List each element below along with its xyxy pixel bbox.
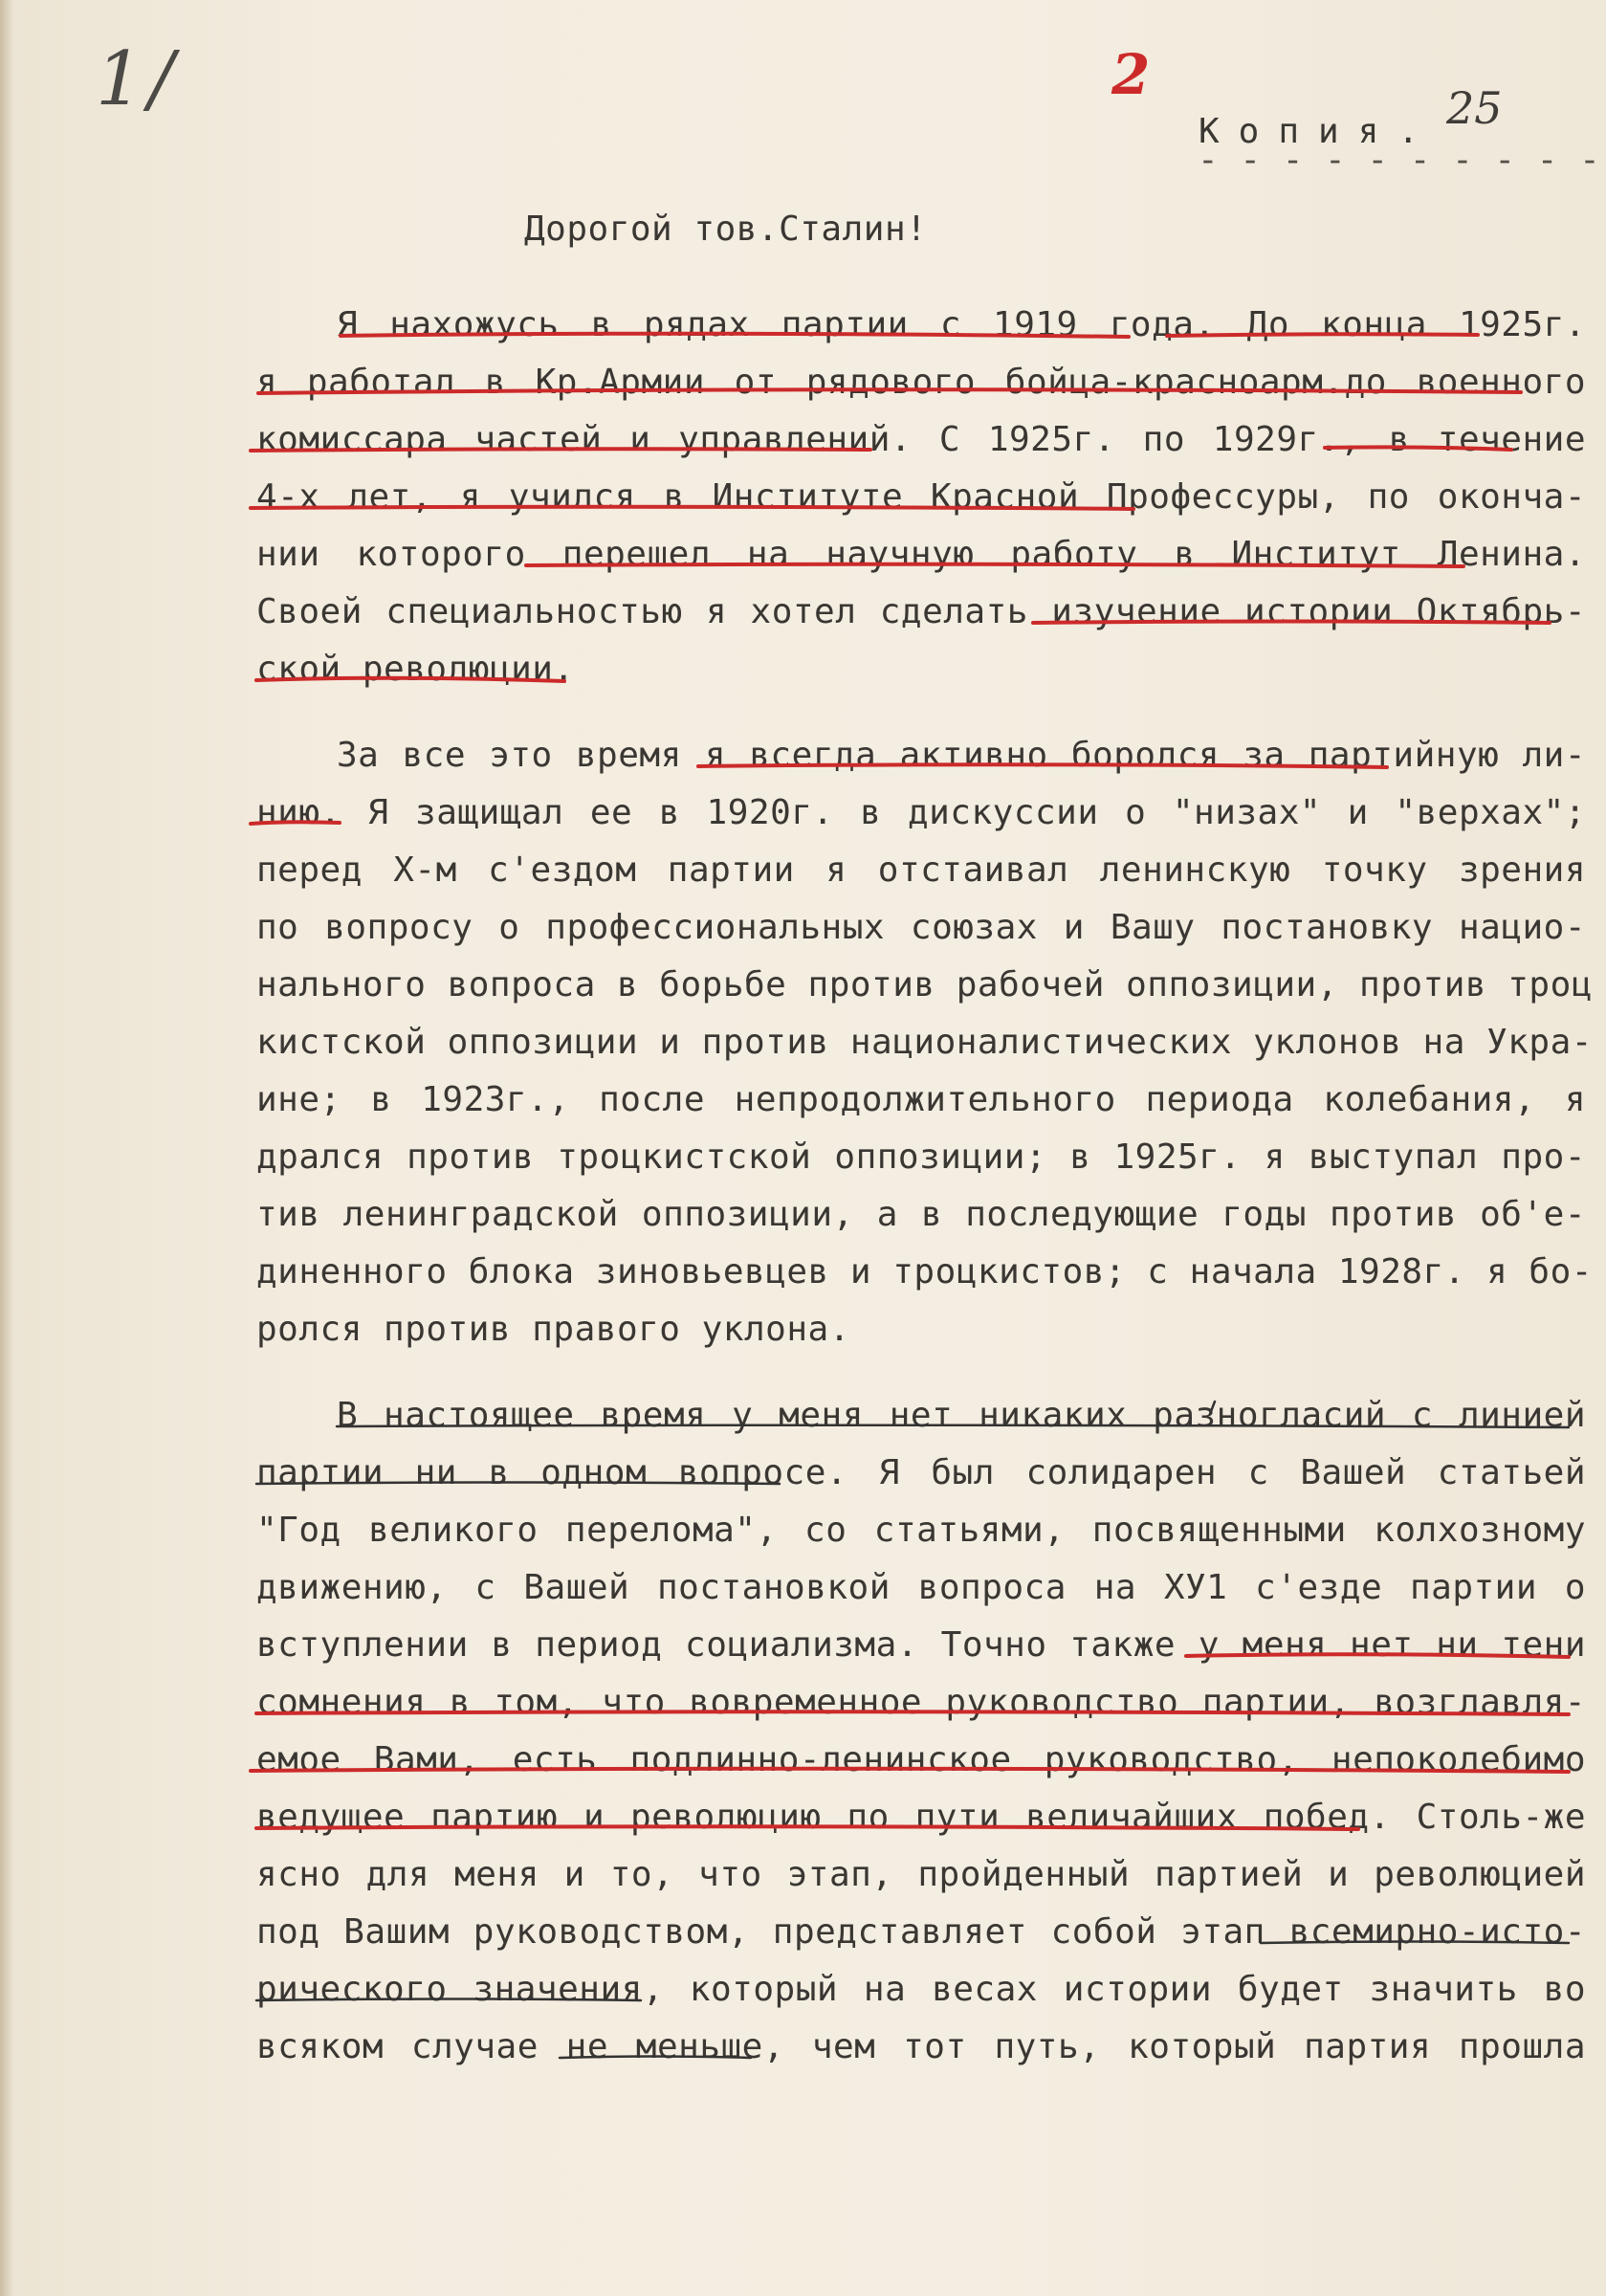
body-line-21: "Год великого перелома", со статьями, посвященными колхозному: [256, 1511, 1586, 1550]
greeting-line: Дорогой тов.Сталин!: [524, 210, 928, 249]
body-line-14: ине; в 1923г., после непродолжительного периода колебания, я: [256, 1080, 1586, 1119]
red-page-number: 2: [1111, 42, 1151, 107]
copy-label-underline: - - - - - - - - - -: [1198, 141, 1601, 180]
body-line-6: Своей специальностью я хотел сделать изучение истории Октябрь-: [256, 592, 1586, 631]
archive-handwritten-mark: 1/: [96, 36, 180, 122]
body-line-27: ясно для меня и то, что этап, пройденный партией и революцией: [256, 1855, 1586, 1894]
body-line-23: вступлении в период социализма. Точно также у меня нет ни тени: [256, 1625, 1586, 1665]
body-line-7: ской революции.: [256, 650, 575, 689]
body-line-3: комиссара частей и управлений. С 1925г. по 1929г., в течение: [256, 420, 1586, 459]
body-line-19: В настоящее время у меня нет никаких разногласий с линией: [337, 1396, 1586, 1435]
body-line-29: рического значения, который на весах истории будет значить во: [256, 1970, 1586, 2009]
body-line-13: кистской оппозиции и против националистических уклонов на Укра-: [256, 1023, 1593, 1062]
body-line-20: партии ни в одном вопросе. Я был солидарен с Вашей статьей: [256, 1453, 1586, 1492]
body-line-17: диненного блока зиновьевцев и троцкистов; с начала 1928г. я бо-: [256, 1252, 1593, 1292]
body-line-9: нию. Я защищал ее в 1920г. в дискуссии о "низах" и "верхах";: [256, 793, 1586, 832]
body-line-25: емое Вами, есть подлинно-ленинское руководство, непоколебимо: [256, 1740, 1586, 1779]
body-line-2: я работал в Кр.Армии от рядового бойца-красноарм.до военного: [256, 363, 1586, 402]
body-line-16: тив ленинградской оппозиции, а в последующие годы против об'е-: [256, 1195, 1586, 1234]
copy-label: Копия.: [1199, 112, 1439, 151]
body-line-24: сомнения в том, что вовременное руководство партии, возглавля-: [256, 1683, 1586, 1722]
body-line-15: дрался против троцкистской оппозиции; в 1925г. я выступал про-: [256, 1137, 1586, 1177]
body-line-10: перед Х-м с'ездом партии я отстаивал ленинскую точку зрения: [256, 850, 1586, 890]
body-line-30: всяком случае не меньше, чем тот путь, который партия прошла: [256, 2027, 1586, 2066]
body-line-26: ведущее партию и революцию по пути величайших побед. Столь-же: [256, 1798, 1586, 1837]
body-line-28: под Вашим руководством, представляет собой этап всемирно-исто-: [256, 1912, 1586, 1952]
body-line-1: Я нахожусь в рядах партии с 1919 года. До конца 1925г.: [337, 305, 1586, 344]
body-line-11: по вопросу о профессиональных союзах и Вашу постановку нацио-: [256, 908, 1586, 947]
body-line-12: нального вопроса в борьбе против рабочей оппозиции, против троц: [256, 965, 1593, 1004]
paper-edge-shadow: [0, 0, 13, 2296]
body-line-8: За все это время я всегда активно боролся за партийную ли-: [337, 736, 1586, 775]
body-line-5: нии которого перешел на научную работу в Институт Ленина.: [256, 535, 1586, 574]
body-line-22: движению, с Вашей постановкой вопроса на ХУ1 с'езде партии о: [256, 1568, 1586, 1607]
body-line-18: ролся против правого уклона.: [256, 1310, 850, 1349]
folio-number: 25: [1446, 82, 1503, 134]
body-line-4: 4-х лет, я учился в Институте Красной Профессуры, по оконча-: [256, 477, 1586, 517]
